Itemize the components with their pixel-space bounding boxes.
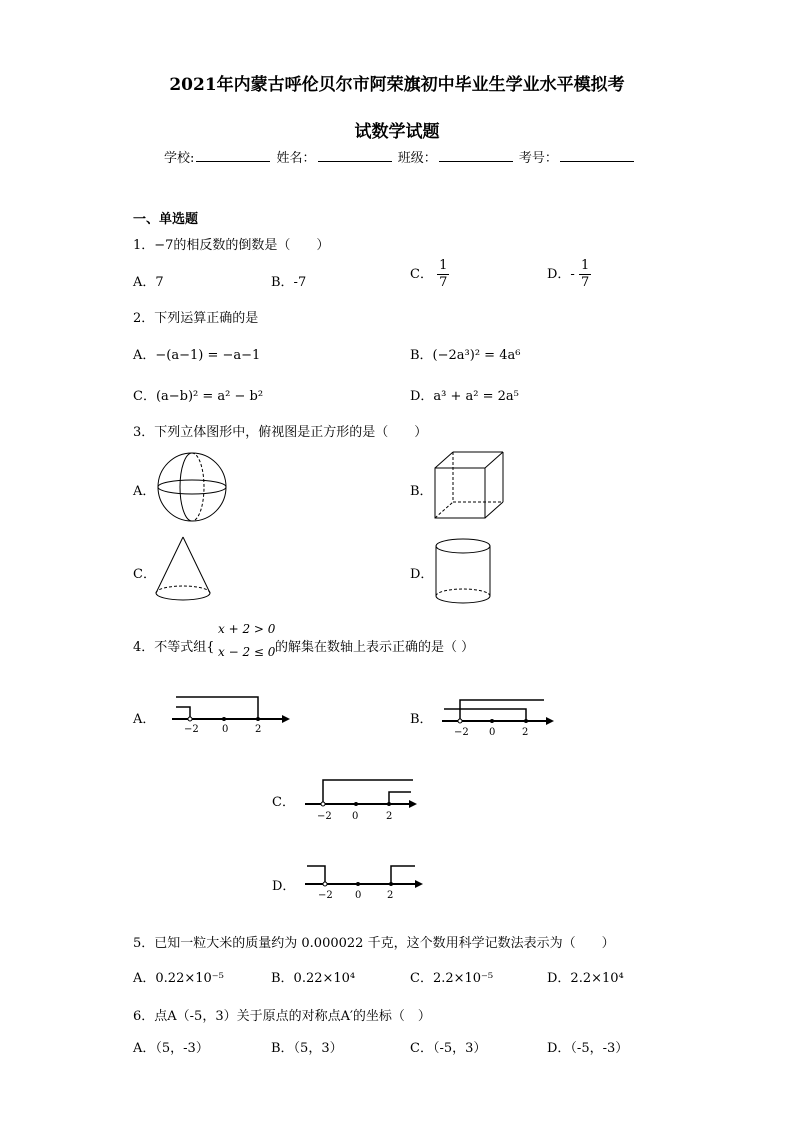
q1-option-b[interactable]: B．-7	[271, 275, 307, 290]
number-line-c-tick-0: 0	[352, 811, 359, 822]
number-blank[interactable]	[560, 149, 634, 162]
q6-option-b[interactable]: B．（5，3）	[271, 1041, 343, 1056]
q1-d-label: D．-	[547, 267, 575, 282]
q4-inequality-1: x + 2 > 0	[218, 622, 276, 636]
number-line-c-tick-neg2: −2	[317, 811, 332, 822]
q4-option-c[interactable]: C．	[272, 795, 295, 810]
q5-option-a[interactable]: A．0.22×10⁻⁵	[133, 971, 224, 986]
q4-inequality-2: x − 2 ≤ 0	[218, 645, 276, 659]
q4-stem	[133, 636, 215, 655]
number-line-a-tick-neg2: −2	[184, 724, 199, 735]
number-label: 考号：	[518, 151, 558, 166]
q1-d-fraction: $\frac{1}{7}$	[580, 258, 590, 290]
cone-figure	[153, 535, 213, 603]
q5-stem: 5．已知一粒大米的质量约为 0.000022 千克，这个数用科学记数法表示为（ ）	[133, 936, 615, 951]
q6-option-c[interactable]: C．（-5，3）	[410, 1041, 487, 1056]
q3-option-b[interactable]: B．	[410, 484, 433, 499]
q3-option-d[interactable]: D．	[410, 567, 434, 582]
class-label: 班级：	[397, 151, 437, 166]
section-single-choice: 一、单选题	[133, 212, 199, 227]
q3-option-c[interactable]: C．	[133, 567, 156, 582]
number-line-d-tick-0: 0	[355, 890, 362, 901]
q3-stem: 3．下列立体图形中，俯视图是正方形的是（ ）	[133, 425, 428, 440]
number-line-a-tick-0: 0	[222, 724, 229, 735]
q6-stem: 6．点A（-5，3）关于原点的对称点A′的坐标（ ）	[133, 1009, 431, 1024]
q2-option-a[interactable]: A．−(a−1) = −a−1	[133, 348, 261, 363]
cylinder-figure	[435, 538, 495, 606]
q6-option-a[interactable]: A．（5，-3）	[133, 1041, 209, 1056]
q4-option-d[interactable]: D．	[272, 879, 296, 894]
q1-stem: 1．−7的相反数的倒数是（ ）	[133, 238, 330, 253]
school-blank[interactable]	[196, 149, 270, 162]
sphere-figure	[155, 452, 231, 524]
q2-option-b[interactable]: B．(−2a³)² = 4a⁶	[410, 348, 521, 363]
number-line-b-tick-neg2: −2	[454, 727, 469, 738]
title-line-2: 试数学试题	[354, 122, 440, 142]
q2-option-c[interactable]: C．(a−b)² = a² − b²	[133, 389, 264, 404]
q4-stem-suffix: 的解集在数轴上表示正确的是（ ）	[275, 640, 475, 655]
name-blank[interactable]	[318, 149, 392, 162]
title-line-1: 2021年内蒙古呼伦贝尔市阿荣旗初中毕业生学业水平模拟考	[169, 75, 625, 95]
number-line-b-tick-2: 2	[522, 727, 529, 738]
q4-option-b[interactable]: B．	[410, 712, 433, 727]
q5-option-c[interactable]: C．2.2×10⁻⁵	[410, 971, 494, 986]
q1-option-d[interactable]	[547, 258, 591, 291]
q2-stem: 2．下列运算正确的是	[133, 311, 259, 326]
q5-option-d[interactable]: D．2.2×10⁴	[547, 971, 624, 986]
q4-option-a[interactable]: A．	[133, 712, 156, 727]
cube-figure	[433, 450, 505, 522]
q1-option-c[interactable]	[410, 258, 449, 291]
class-blank[interactable]	[439, 149, 513, 162]
q1-option-a[interactable]: A．7	[133, 275, 164, 290]
q2-option-d[interactable]: D．a³ + a² = 2a⁵	[410, 389, 519, 404]
name-label: 姓名：	[276, 151, 316, 166]
info-line	[164, 147, 636, 166]
number-line-b-tick-0: 0	[489, 727, 496, 738]
q4-stem-prefix: 4．不等式组{	[133, 640, 215, 655]
number-line-d-tick-2: 2	[387, 890, 394, 901]
q1-c-fraction: $\frac{1}{7}$	[439, 258, 448, 290]
q1-c-label: C．	[410, 267, 433, 282]
school-label: 学校:	[164, 151, 195, 166]
number-line-c	[303, 776, 418, 816]
q5-option-b[interactable]: B．0.22×10⁴	[271, 971, 356, 986]
number-line-a-tick-2: 2	[255, 724, 262, 735]
q6-option-d[interactable]: D．（-5，-3）	[547, 1041, 629, 1056]
number-line-c-tick-2: 2	[386, 811, 393, 822]
number-line-d-tick-neg2: −2	[318, 890, 333, 901]
q3-option-a[interactable]: A．	[133, 484, 156, 499]
